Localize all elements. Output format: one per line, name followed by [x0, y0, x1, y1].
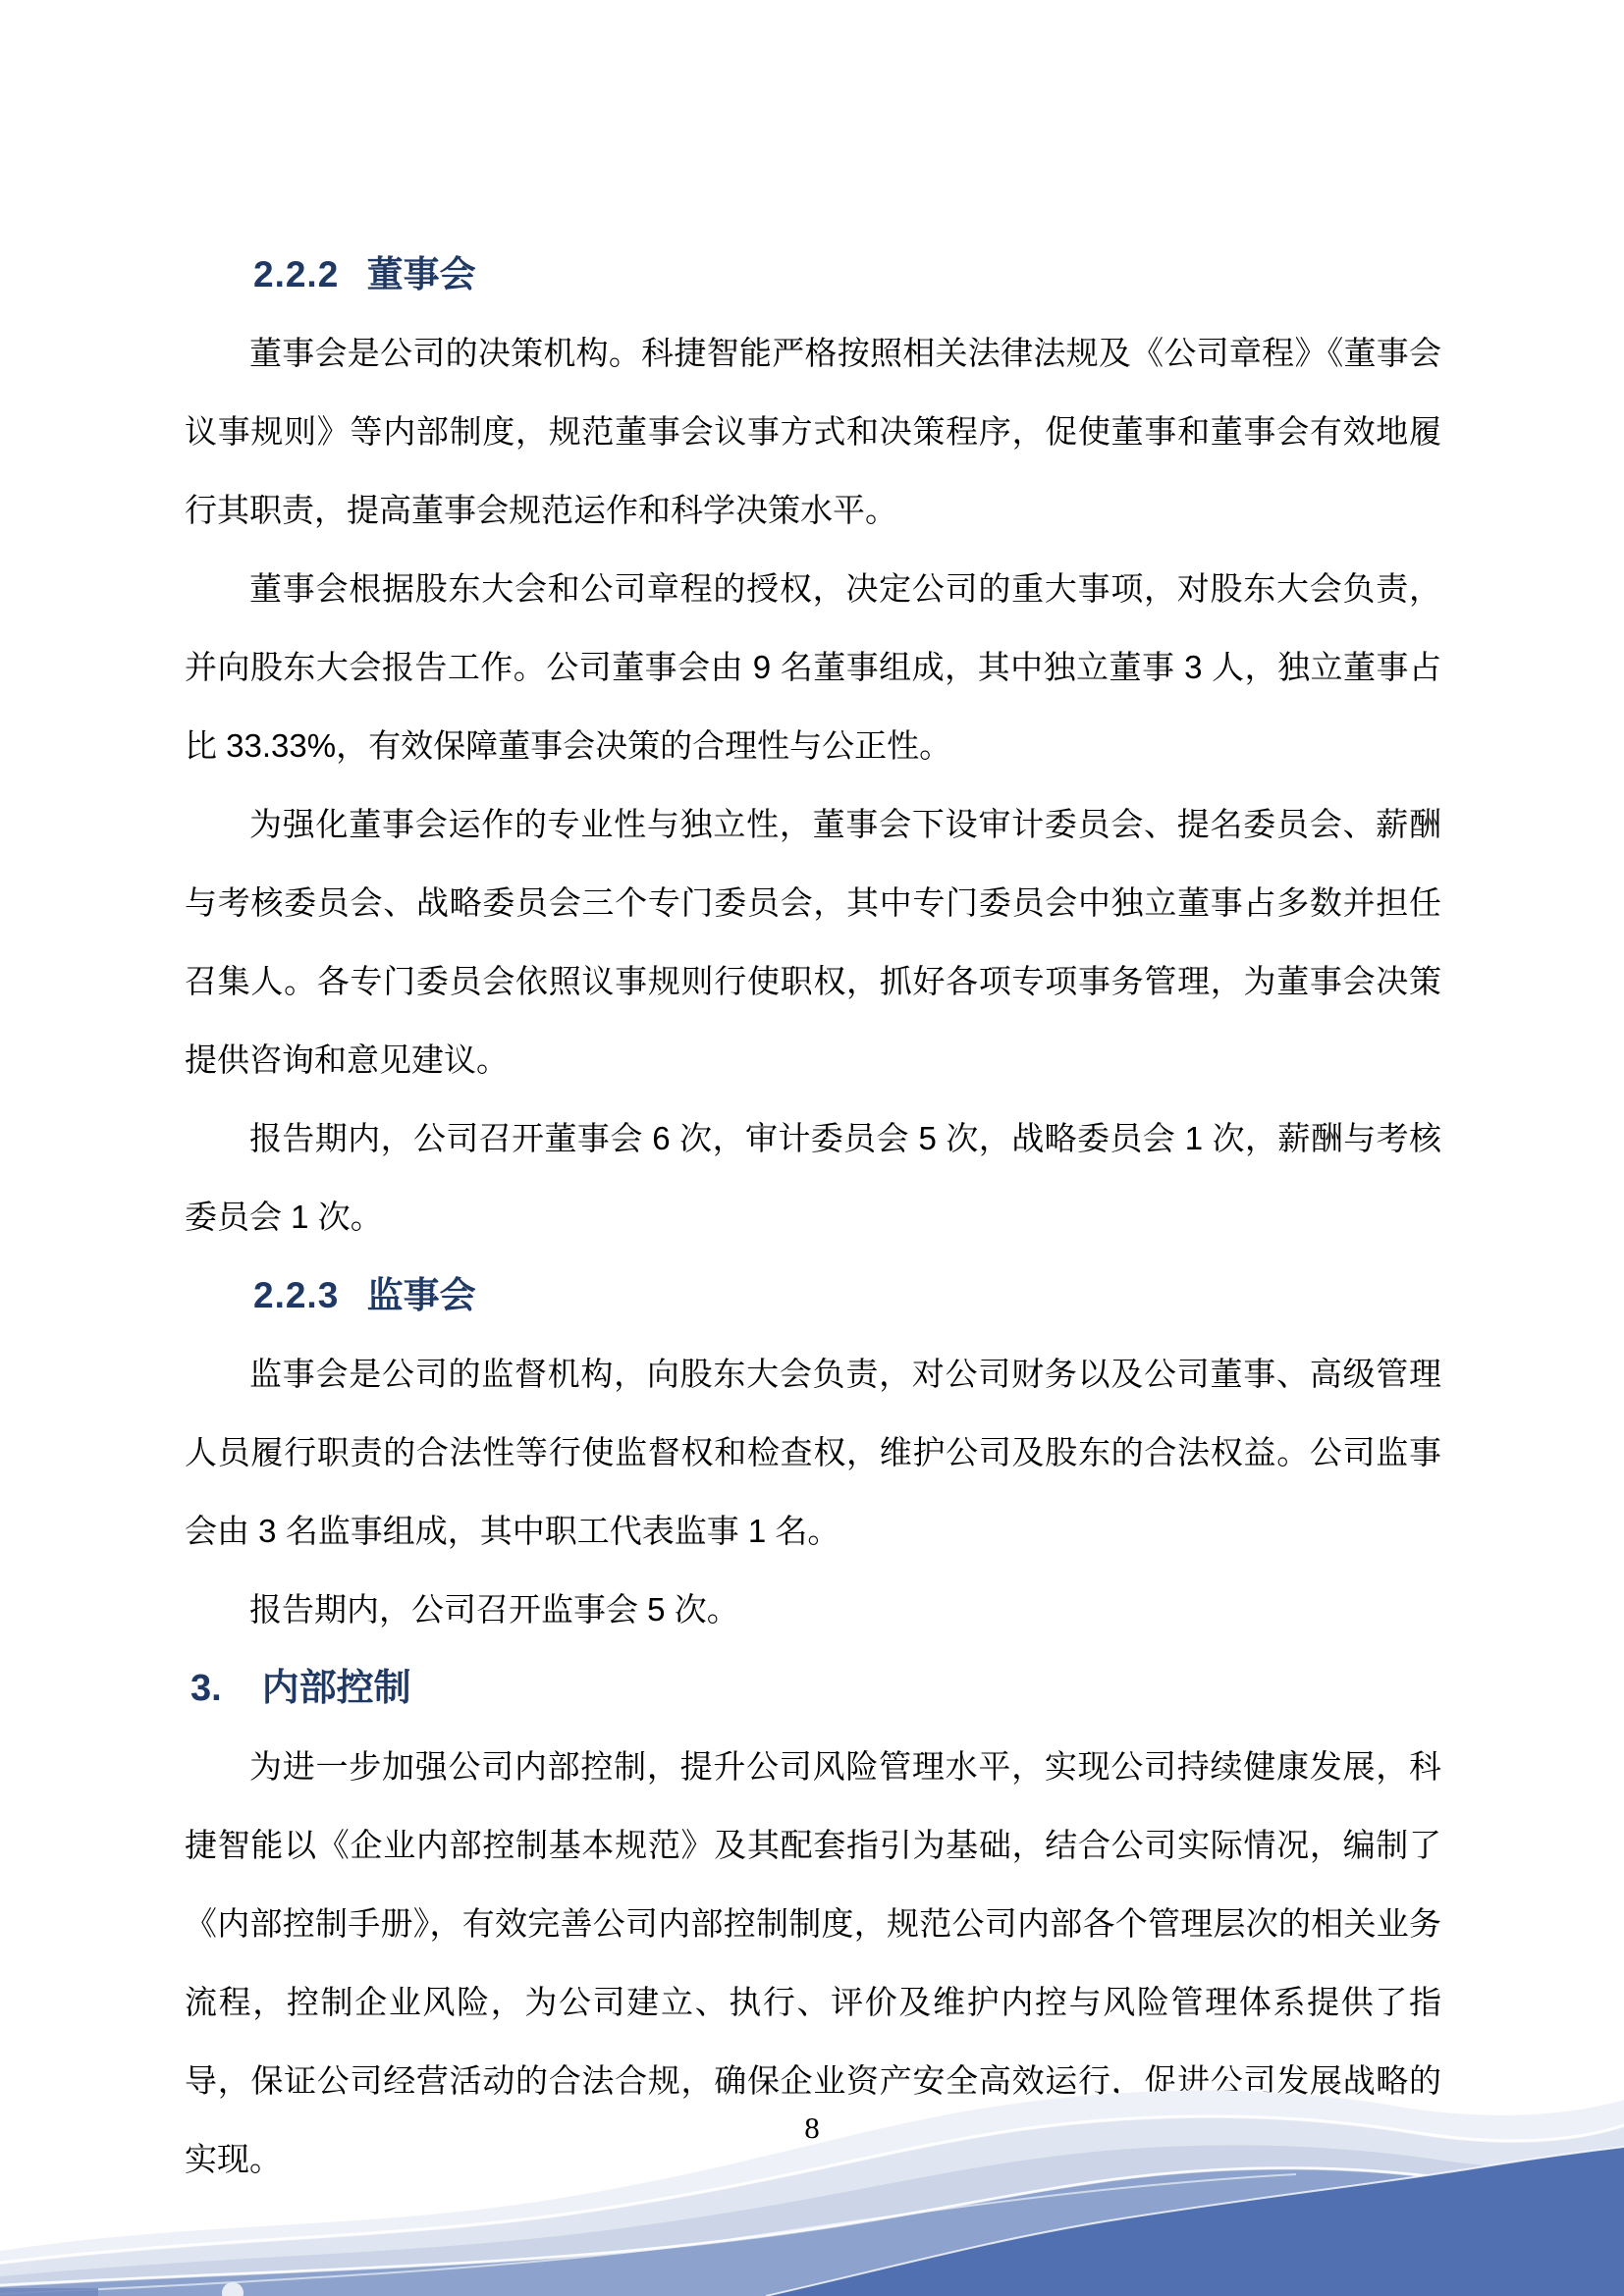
document-body: [185, 0, 1441, 2199]
page-number: 8: [804, 2110, 820, 2145]
heading-title: 内部控制: [261, 1668, 411, 1709]
section-heading-2-2-3: [253, 1256, 1441, 1335]
heading-number: 2.2.2: [253, 254, 340, 294]
paragraph-board-committees: 为强化董事会运作的专业性与独立性，董事会下设审计委员会、提名委员会、薪酬与考核委员会、战略委员会三个专门委员会，其中专门委员会中独立董事占多数并担任召集人。各专门委员会依照议事规则行使职权，抓好各项专项事务管理，为董事会决策提供咨询和意见建议。: [185, 806, 1441, 1078]
paragraph-board-role: 董事会是公司的决策机构。科捷智能严格按照相关法律法规及《公司章程》《董事会议事规则》等内部制度，规范董事会议事方式和决策程序，促使董事和董事会有效地履行其职责，提高董事会规范运作和科学决策水平。: [185, 335, 1441, 528]
footer-wave-graphic: [0, 2031, 1624, 2296]
paragraph-board-composition: 董事会根据股东大会和公司章程的授权，决定公司的重大事项，对股东大会负责，并向股东大会报告工作。公司董事会由 9 名董事组成，其中独立董事 3 人，独立董事占比 33.33%，有效保障董事会决策的合理性与公正性。: [185, 570, 1441, 764]
wave-corner-strip: [0, 2288, 98, 2296]
paragraph-supervisory-meetings: 报告期内，公司召开监事会 5 次。: [249, 1591, 739, 1628]
heading-title: 监事会: [366, 1275, 476, 1315]
paragraph-supervisory-board: 监事会是公司的监督机构，向股东大会负责，对公司财务以及公司董事、高级管理人员履行职责的合法性等行使监督权和检查权，维护公司及股东的合法权益。公司监事会由 3 名监事组成，其中职工代表监事 1 名。: [185, 1356, 1441, 1549]
heading-number: 2.2.3: [253, 1275, 340, 1315]
heading-title: 董事会: [366, 254, 476, 294]
heading-number: 3.: [190, 1668, 222, 1709]
section-heading-2-2-2: [253, 236, 1441, 314]
paragraph-internal-control: 为进一步加强公司内部控制，提升公司风险管理水平，实现公司持续健康发展，科捷智能以《企业内部控制基本规范》及其配套指引为基础，结合公司实际情况，编制了《内部控制手册》，有效完善公司内部控制制度，规范公司内部各个管理层次的相关业务流程，控制企业风险，为公司建立、执行、评价及维护内控与风险管理体系提供了指导，保证公司经营活动的合法合规，确保企业资产安全高效运行，促进公司发展战略的实现。: [185, 1748, 1441, 2177]
paragraph-board-meetings: 报告期内，公司召开董事会 6 次，审计委员会 5 次，战略委员会 1 次，薪酬与考核委员会 1 次。: [185, 1120, 1441, 1235]
section-heading-3: [190, 1649, 1441, 1728]
